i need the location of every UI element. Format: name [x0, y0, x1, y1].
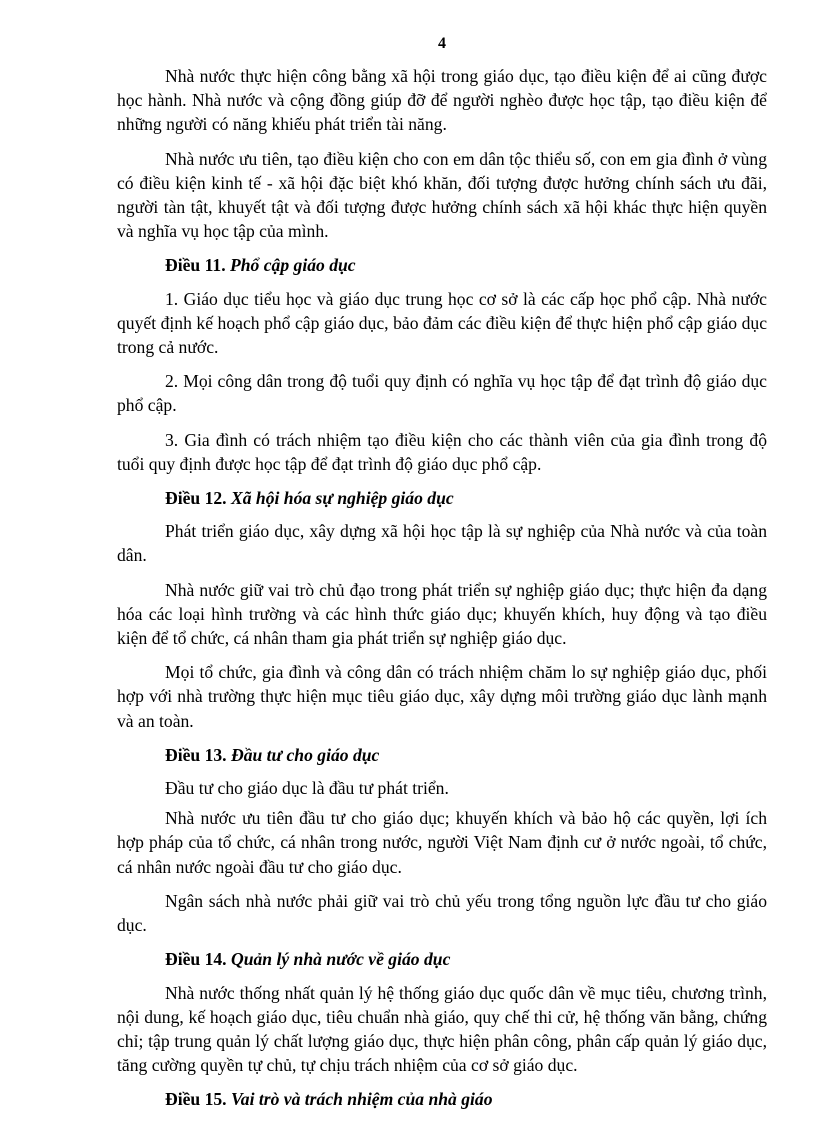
article-12-paragraph-1: Phát triển giáo dục, xây dựng xã hội học tập là sự nghiệp của Nhà nước và của toàn dân.: [117, 521, 767, 566]
page-number: 4: [438, 35, 446, 52]
document-page: [117, 34, 767, 1121]
article-13-paragraph-1: Đầu tư cho giáo dục là đầu tư phát triển.: [165, 778, 449, 799]
article-11-title: Phổ cập giáo dục: [230, 255, 356, 276]
article-11-paragraph-3: 3. Gia đình có trách nhiệm tạo điều kiện cho các thành viên của gia đình trong độ tuổi quy định được học tập để đạt trình độ giáo dục phổ cập.: [117, 429, 767, 474]
article-14-title: Quản lý nhà nước về giáo dục: [230, 949, 451, 970]
article-12-paragraph-3: Mọi tổ chức, gia đình và công dân có trách nhiệm chăm lo sự nghiệp giáo dục, phối hợp với nhà trường thực hiện mục tiêu giáo dục, xây dựng môi trường giáo dục lành mạnh và an toàn.: [117, 662, 767, 731]
article-12-paragraph-2: Nhà nước giữ vai trò chủ đạo trong phát triển sự nghiệp giáo dục; thực hiện đa dạng hóa các loại hình trường và các hình thức giáo dục; khuyến khích, huy động và tạo điều kiện để tổ chức, cá nhân tham gia phát triển sự nghiệp giáo dục.: [117, 579, 767, 649]
article-11-label: Điều 11.: [165, 255, 226, 276]
article-13-heading: [117, 743, 767, 767]
article-13-title: Đầu tư cho giáo dục: [230, 744, 380, 765]
article-15-title: Vai trò và trách nhiệm của nhà giáo: [230, 1089, 493, 1110]
article-11-paragraph-1: 1. Giáo dục tiểu học và giáo dục trung học cơ sở là các cấp học phổ cập. Nhà nước quyết định kế hoạch phổ cập giáo dục, bảo đảm các điều kiện để thực hiện phổ cập giáo dục trong cả nước.: [117, 288, 767, 358]
article-13-label: Điều 13.: [165, 744, 227, 765]
article-13-paragraph-3: Ngân sách nhà nước phải giữ vai trò chủ yếu trong tổng nguồn lực đầu tư cho giáo dục.: [117, 890, 767, 936]
intro-paragraph-1: Nhà nước thực hiện công bằng xã hội trong giáo dục, tạo điều kiện để ai cũng được học hành. Nhà nước và cộng đồng giúp đỡ để người nghèo được học tập, tạo điều kiện để những người có năng khiếu phát triển tài năng.: [117, 66, 767, 135]
article-15-label: Điều 15.: [165, 1089, 227, 1110]
article-14-label: Điều 14.: [165, 949, 227, 970]
article-12-label: Điều 12.: [165, 488, 227, 509]
article-13-paragraph-2: Nhà nước ưu tiên đầu tư cho giáo dục; khuyến khích và bảo hộ các quyền, lợi ích hợp pháp của tổ chức, cá nhân trong nước, người Việt Nam định cư ở nước ngoài, tổ chức, cá nhân nước ngoài đầu tư cho giáo dục.: [117, 808, 767, 877]
intro-paragraph-2: Nhà nước ưu tiên, tạo điều kiện cho con em dân tộc thiểu số, con em gia đình ở vùng có điều kiện kinh tế - xã hội đặc biệt khó khăn, đối tượng được hưởng chính sách ưu đãi, người tàn tật, khuyết tật và đối tượng được hưởng chính sách xã hội khác thực hiện quyền và nghĩa vụ học tập của mình.: [117, 148, 767, 242]
article-14-paragraph-1: Nhà nước thống nhất quản lý hệ thống giáo dục quốc dân về mục tiêu, chương trình, nội dung, kế hoạch giáo dục, tiêu chuẩn nhà giáo, quy chế thi cử, hệ thống văn bằng, chứng chỉ; tập trung quản lý chất lượng giáo dục, thực hiện phân công, phân cấp quản lý giáo dục, tăng cường quyền tự chủ, tự chịu trách nhiệm của cơ sở giáo dục.: [117, 982, 767, 1076]
article-12-heading: [117, 486, 767, 510]
article-15-heading: [117, 1087, 767, 1111]
article-11-heading: [117, 253, 767, 277]
article-14-heading: [117, 947, 767, 971]
article-12-title: Xã hội hóa sự nghiệp giáo dục: [230, 488, 454, 509]
article-11-paragraph-2: 2. Mọi công dân trong độ tuổi quy định có nghĩa vụ học tập để đạt trình độ giáo dục phổ cập.: [117, 371, 767, 416]
